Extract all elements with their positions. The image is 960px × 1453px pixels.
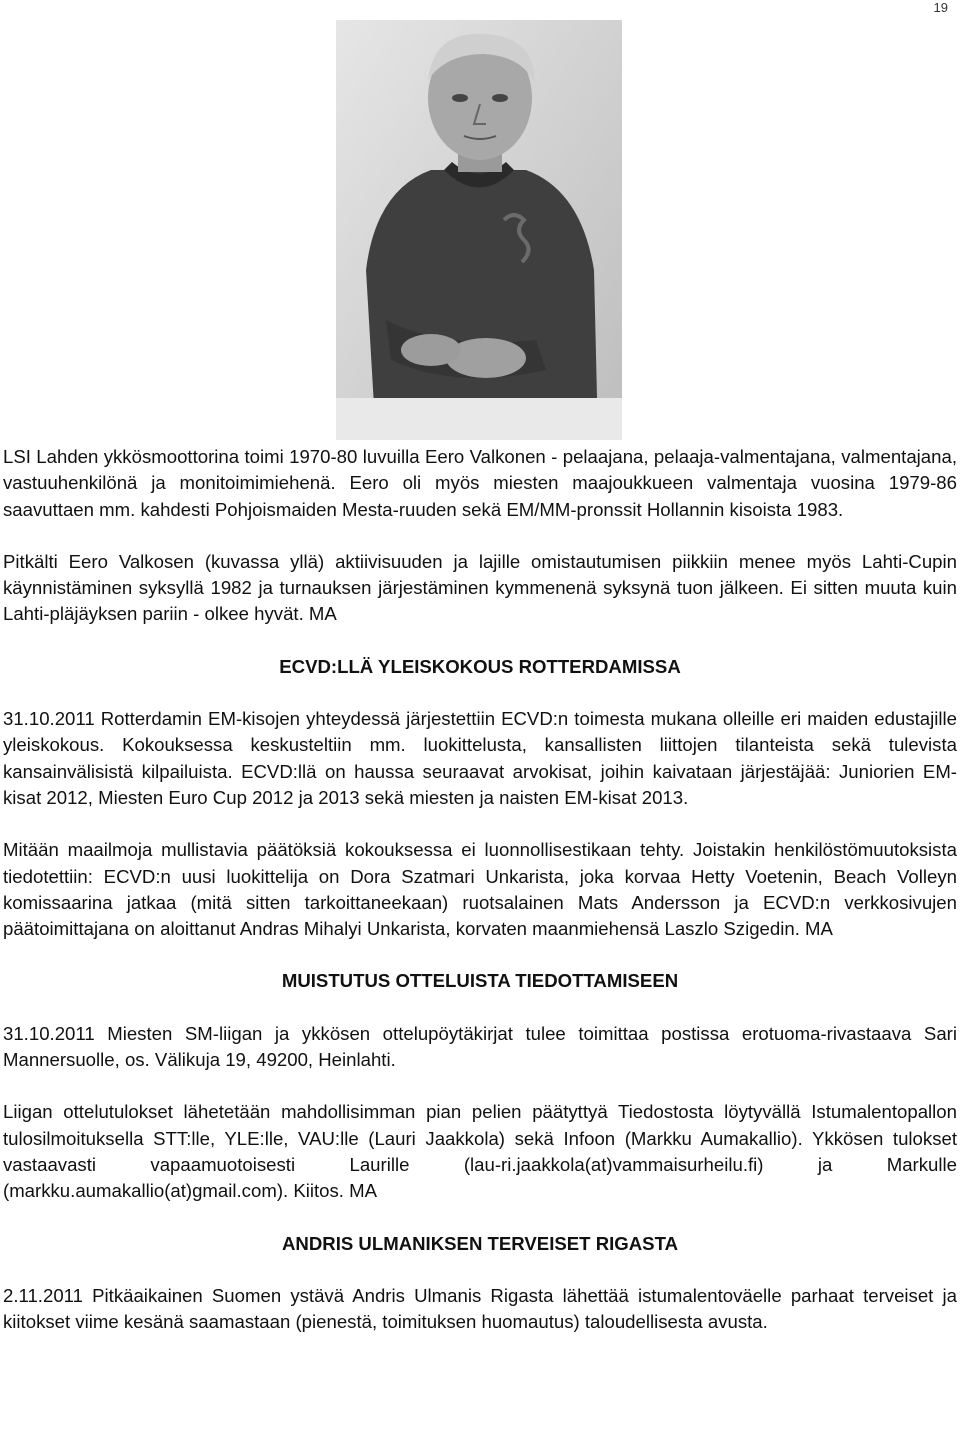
muistutus-paragraph-1: 31.10.2011 Miesten SM-liigan ja ykkösen ottelupöytäkirjat tulee toimittaa postissa erotuoma-rivastaava Sari Mannersuolle, os. Välikuja 19, 49200, Heinlahti. — [3, 1022, 957, 1071]
spacer — [3, 811, 957, 837]
intro-paragraph-1: LSI Lahden ykkösmoottorina toimi 1970-80 luvuilla Eero Valkonen - pelaajana, pelaaja-valmentajana, valmentajana, vastuuhenkilönä ja monitoimimiehenä. Eero oli myös miesten maajoukkueen valmentaja vuosina 1979-86 saavuttaen mm. kahdesti Pohjoismaiden Mesta-ruuden sekä EM/MM-pronssit Hollannin kisoista 1983. — [3, 446, 957, 520]
ecvd-paragraph-2: Mitään maailmoja mullistavia päätöksiä kokouksessa ei luonnollisestikaan tehty. Joistakin henkilöstömuutoksista tiedotettiin: ECVD:n uusi luokittelija on Dora Szatmari Unkarista, joka korvaa Hetty Voetenin, Beach Volleyn komissaarina jatkaa (mitä sitten tarkoittaneekaan) ruotsalainen Mats Andersson ja ECVD:n verkkosivujen päätoimittajana on aloittanut Andras Mihalyi Unkarista, korvaten maanmiehensä Laszlo Szigedin. MA — [3, 839, 957, 940]
ecvd-heading: ECVD:LLÄ YLEISKOKOUS ROTTERDAMISSA — [279, 655, 681, 677]
intro-paragraph-2: Pitkälti Eero Valkosen (kuvassa yllä) aktiivisuuden ja lajille omistautumisen piikkiin menee myös Lahti-Cupin käynnistäminen syksyllä 1982 ja turnauksen järjestäminen kymmenenä syksynä tuon jälkeen. Ei sitten muuta kuin Lahti-pläjäyksen pariin - olkee hyvät. MA — [3, 550, 957, 625]
spacer — [3, 628, 957, 654]
spacer — [3, 995, 957, 1021]
portrait-photo — [336, 20, 622, 440]
spacer — [3, 942, 957, 968]
ulmanis-paragraph-1: 2.11.2011 Pitkäaikainen Suomen ystävä Andris Ulmanis Rigasta lähettää istumalentoväelle parhaat terveiset ja kiitokset viime kesänä saamastaan (pienestä, toimituksen huomautus) taloudellisesta avusta. — [3, 1284, 957, 1333]
page-number: 19 — [933, 0, 948, 15]
spacer — [3, 680, 957, 706]
spacer — [3, 1257, 957, 1283]
article-body — [3, 444, 957, 1335]
spacer — [3, 1205, 957, 1231]
ulmanis-heading: ANDRIS ULMANIKSEN TERVEISET RIGASTA — [281, 1232, 678, 1254]
portrait-illustration — [336, 20, 622, 440]
spacer — [3, 523, 957, 549]
ecvd-paragraph-1: 31.10.2011 Rotterdamin EM-kisojen yhteydessä järjestettiin ECVD:n toimesta mukana olleille eri maiden edustajille yleiskokous. Kokouksessa keskusteltiin mm. luokittelusta, kansallisten liittojen tilanteista sekä tulevista kansainvälisistä kilpailuista. ECVD:llä on haussa seuraavat arvokisat, joihin kaivataan järjestäjää: Juniorien EM-kisat 2012, Miesten Euro Cup 2012 ja 2013 sekä miesten ja naisten EM-kisat 2013. — [3, 708, 957, 808]
muistutus-heading: MUISTUTUS OTTELUISTA TIEDOTTAMISEEN — [281, 970, 679, 992]
muistutus-paragraph-2: Liigan ottelutulokset lähetetään mahdollisimman pian pelien päätyttyä Tiedostosta löytyvällä Istumalentopallon tulosilmoituksella STT:lle, YLE:lle, VAU:lle (Lauri Jaakkola) sekä Infoon (Markku Aumakallio). Ykkösen tulokset vastaavasti vapaamuotoisesti Laurille (lau-ri.jaakkola(at)vammaisurheilu.fi) ja Markulle (markku.aumakallio(at)gmail.com). Kiitos. MA — [3, 1101, 957, 1202]
spacer — [3, 1073, 957, 1099]
